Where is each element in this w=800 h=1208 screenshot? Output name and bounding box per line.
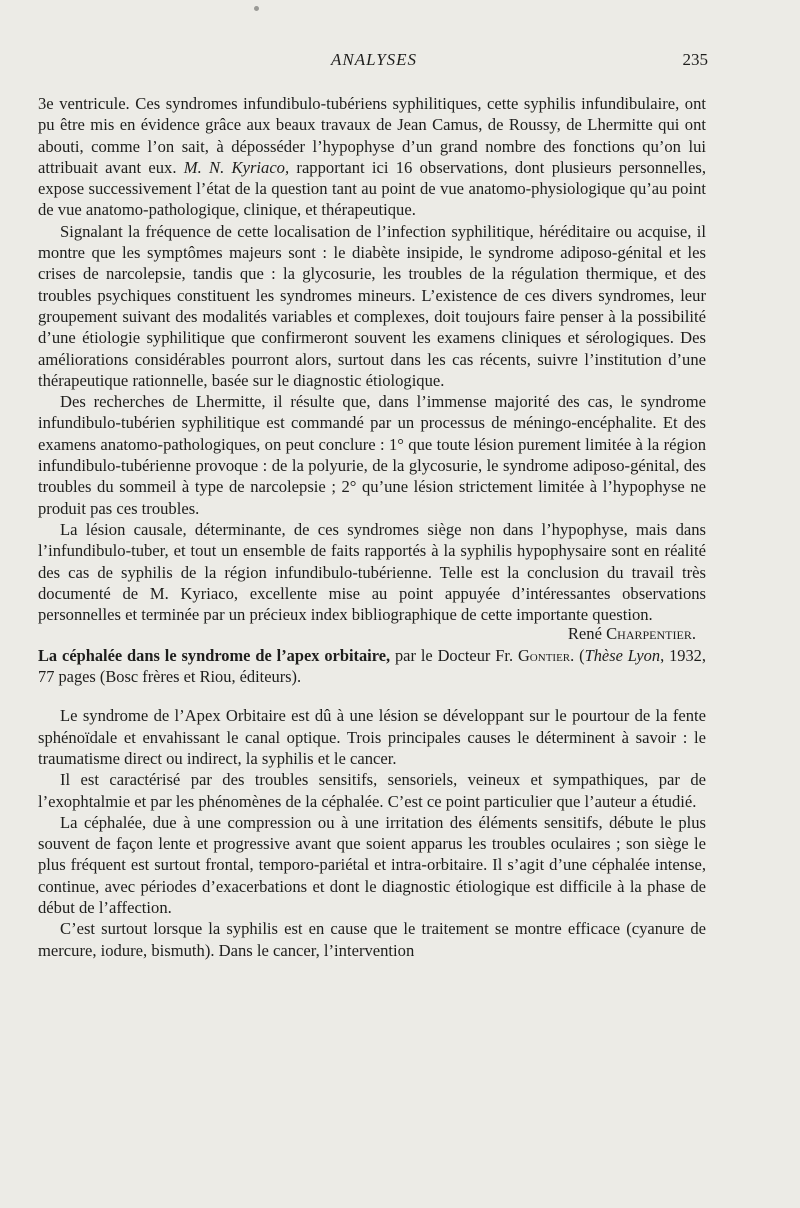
review-thesis: Thèse Lyon [584,645,661,665]
author-name: M. N. Kyriaco, [183,157,290,177]
signature [38,623,706,644]
signature-first-name: René [567,624,602,644]
paragraph-1-text: 3e ventricule. Ces syndromes infundibulo-tubériens syphilitiques, cette syphilis infundibulaire, ont pu être mis en évidence grâce aux beaux travaux de Jean Camus, de Roussy, de Lhermitte qui ont abouti, comme l’on sait, à déposséder l’hypophyse d’un grand nombre des fonctions qu’on lui attribuait avant eux. [38,94,706,177]
paragraph-4: La lésion causale, déterminante, de ces syndromes siège non dans l’hypophyse, mais dans l’infundibulo-tuber, et tout un ensemble de faits rapportés à la syphilis hypophysaire sont en réalité des cas de syphilis de la région infundibulo-tubérienne. Telle est la conclusion du travail très documenté de M. Kyriaco, excellente mise au point appuyée d’intéressantes observations personnelles et terminée par un précieux index bibliographique de cette importante question. [38,519,706,625]
review-title: La céphalée dans le syndrome de l’apex orbitaire, [38,645,391,665]
review-open-paren: ( [574,645,585,665]
paragraph-3: Des recherches de Lhermitte, il résulte que, dans l’immense majorité des cas, le syndrome infundibulo-tubérien syphilitique est commandé par un processus de méningo-encéphalite. Et des examens anatomo-pathologiques, on peut conclure : 1° que toute lésion purement limitée à la région infundibulo-tubérienne provoque : de la polyurie, de la glycosurie, le syndrome adiposo-génital, des troubles du sommeil à type de narcolepsie ; 2° qu’une lésion strictement limitée à l’hypophyse ne produit pas ces troubles. [38,392,706,518]
signature-last-name: Charpentier. [606,624,696,644]
paragraph-1-tail: rapportant ici 16 observations, dont plusieurs personnelles, expose successivement l’état de la question tant au point de vue anatomo-physiologique qu’au point de vue anatomo-pathologique, clinique, et thérapeutique. [38,157,706,220]
review-by: par le Docteur Fr. [390,645,518,665]
running-title: ANALYSES [330,50,418,69]
review-details: , 1932, 77 pages (Bosc frères et Riou, éditeurs). [38,645,706,687]
paragraph-1 [38,93,706,221]
page-number: 235 [682,50,708,69]
article-body [38,93,706,961]
review-paragraph-1: Le syndrome de l’Apex Orbitaire est dû à une lésion se développant sur le pourtour de la fente sphénoïdale et envahissant le canal optique. Trois principales causes le déterminent à savoir : le traumatisme direct ou indirect, la syphilis et le cancer. [38,706,706,768]
review-paragraph-3: La céphalée, due à une compression ou à une irritation des éléments sensitifs, débute le plus souvent de façon lente et progressive avant que soient apparus les troubles oculaires ; son siège le plus fréquent est surtout frontal, temporo-pariétal et intra-orbitaire. Il s’agit d’une céphalée intense, continue, avec périodes d’exacerbations et dont le diagnostic étiologique est difficile à la phase de début de l’affection. [38,812,706,917]
review-paragraph-2: Il est caractérisé par des troubles sensitifs, sensoriels, veineux et sympathiques, par de l’exophtalmie et par les phénomènes de la céphalée. C’est ce point particulier que l’auteur a étudié. [38,770,706,811]
paper-speck [254,6,259,11]
paragraph-2: Signalant la fréquence de cette localisation de l’infection syphilitique, héréditaire ou acquise, il montre que les symptômes majeurs sont : le diabète insipide, le syndrome adiposo-génital et les crises de narcolepsie, tandis que : la glycosurie, les troubles de la régulation thermique, et des troubles psychiques constituent les syndromes mineurs. L’existence de ces divers syndromes, leur groupement suivant des modalités variables et complexes, doit toujours faire penser à la possibilité d’une étiologie syphilitique que confirmeront souvent les examens cliniques et sérologiques. Des améliorations considérables pourront alors, surtout dans les cas récents, suivre l’institution d’une thérapeutique rationnelle, basée sur le diagnostic étiologique. [38,221,706,390]
review-author: Gontier. [517,645,575,665]
review-body [38,705,706,961]
page-header [40,50,708,76]
review-paragraph-4: C’est surtout lorsque la syphilis est en cause que le traitement se montre efficace (cyanure de mercure, iodure, bismuth). Dans le cancer, l’intervention [38,919,706,960]
review-heading [38,645,706,688]
